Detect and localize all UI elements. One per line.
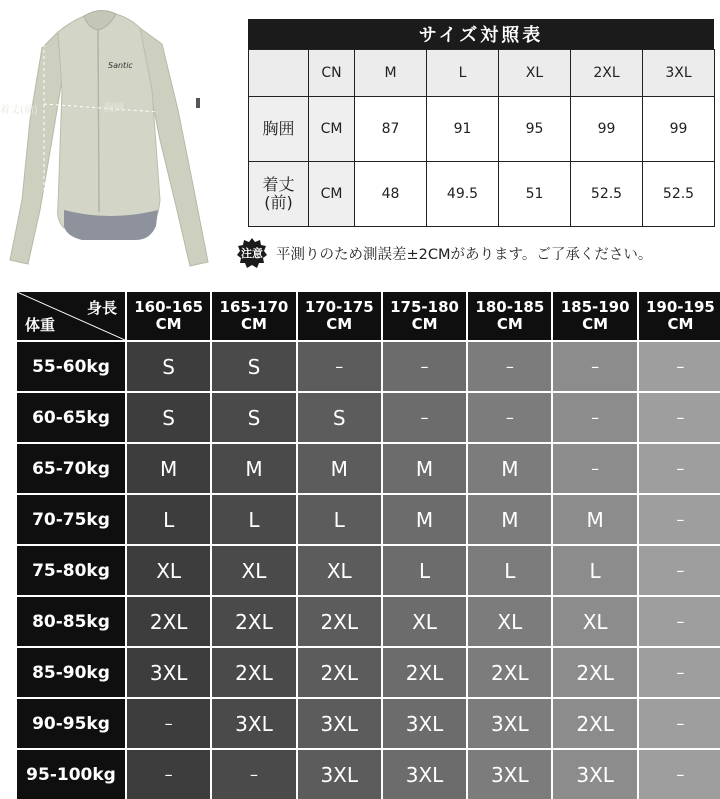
size-cell: L bbox=[553, 546, 636, 595]
size-cell: – bbox=[639, 648, 720, 697]
size-cell: 3XL bbox=[383, 750, 466, 799]
size-cell: M bbox=[468, 495, 551, 544]
size-chart-table bbox=[248, 49, 715, 227]
size-recommendation-grid bbox=[17, 292, 720, 799]
height-unit: CM bbox=[496, 315, 523, 333]
size-chart-header-cell: L bbox=[427, 50, 499, 97]
size-cell: – bbox=[639, 444, 720, 493]
size-cell: M bbox=[127, 444, 210, 493]
size-cell: XL bbox=[468, 597, 551, 646]
size-cell: – bbox=[639, 699, 720, 748]
weight-row-header: 90-95kg bbox=[17, 699, 125, 748]
weight-row-header: 60-65kg bbox=[17, 393, 125, 442]
size-chart-title: サイズ対照表 bbox=[248, 19, 714, 49]
height-column-header bbox=[468, 292, 551, 340]
size-cell: 2XL bbox=[298, 597, 381, 646]
jersey-length-label: 着丈(前) bbox=[0, 105, 38, 116]
size-chart-value: 51 bbox=[499, 162, 571, 227]
size-cell: XL bbox=[212, 546, 295, 595]
size-chart-header-cell: CN bbox=[309, 50, 355, 97]
height-range: 165-170 bbox=[219, 298, 289, 316]
size-cell: L bbox=[212, 495, 295, 544]
size-cell: – bbox=[639, 393, 720, 442]
weight-row-header: 95-100kg bbox=[17, 750, 125, 799]
height-range: 175-180 bbox=[390, 298, 459, 316]
size-cell: – bbox=[298, 342, 381, 391]
height-column-header bbox=[639, 292, 720, 340]
size-cell: 2XL bbox=[298, 648, 381, 697]
height-unit: CM bbox=[411, 315, 438, 333]
height-range: 170-175 bbox=[304, 298, 374, 316]
size-cell: M bbox=[468, 444, 551, 493]
size-cell: – bbox=[639, 546, 720, 595]
size-chart-value: 95 bbox=[499, 97, 571, 162]
height-unit: CM bbox=[326, 315, 353, 333]
weight-row-header: 55-60kg bbox=[17, 342, 125, 391]
height-column-header bbox=[383, 292, 466, 340]
size-cell: 2XL bbox=[383, 648, 466, 697]
size-chart-header-cell: 3XL bbox=[643, 50, 715, 97]
size-cell: 2XL bbox=[212, 597, 295, 646]
size-cell: – bbox=[553, 444, 636, 493]
size-cell: 2XL bbox=[553, 648, 636, 697]
size-cell: – bbox=[639, 597, 720, 646]
size-cell: – bbox=[553, 393, 636, 442]
size-cell: L bbox=[127, 495, 210, 544]
size-cell: – bbox=[639, 495, 720, 544]
size-chart-value: 49.5 bbox=[427, 162, 499, 227]
size-chart-value: 52.5 bbox=[643, 162, 715, 227]
size-chart-header-row bbox=[249, 50, 715, 97]
size-cell: – bbox=[383, 393, 466, 442]
height-range: 180-185 bbox=[475, 298, 545, 316]
size-chart-value: 99 bbox=[643, 97, 715, 162]
height-column-header bbox=[212, 292, 295, 340]
height-column-header bbox=[127, 292, 210, 340]
size-cell: M bbox=[383, 444, 466, 493]
size-cell: XL bbox=[553, 597, 636, 646]
size-chart-row-length bbox=[249, 162, 715, 227]
size-cell: XL bbox=[383, 597, 466, 646]
weight-row-header: 80-85kg bbox=[17, 597, 125, 646]
size-chart-row-chest bbox=[249, 97, 715, 162]
height-unit: CM bbox=[667, 315, 694, 333]
height-range: 190-195 bbox=[646, 298, 715, 316]
height-column-header bbox=[298, 292, 381, 340]
size-chart-row-label-text: 着丈(前) bbox=[262, 175, 295, 212]
size-cell: XL bbox=[298, 546, 381, 595]
size-chart-header-cell: M bbox=[355, 50, 427, 97]
size-chart-header-cell: XL bbox=[499, 50, 571, 97]
size-cell: – bbox=[639, 342, 720, 391]
size-cell: – bbox=[127, 699, 210, 748]
size-cell: 3XL bbox=[468, 699, 551, 748]
size-chart bbox=[248, 19, 714, 227]
height-range: 185-190 bbox=[560, 298, 630, 316]
size-chart-row-unit: CM bbox=[309, 97, 355, 162]
measurement-note bbox=[236, 238, 720, 268]
weight-row-header: 65-70kg bbox=[17, 444, 125, 493]
size-chart-value: 99 bbox=[571, 97, 643, 162]
weight-axis-label: 体重 bbox=[25, 316, 56, 334]
size-cell: M bbox=[383, 495, 466, 544]
size-cell: S bbox=[212, 393, 295, 442]
height-unit: CM bbox=[240, 315, 267, 333]
weight-row-header: 70-75kg bbox=[17, 495, 125, 544]
size-chart-row-label: 胸囲 bbox=[249, 97, 309, 162]
note-text: 平測りのため測誤差±2CMがあります。ご了承ください。 bbox=[276, 246, 653, 263]
size-chart-header-cell: 2XL bbox=[571, 50, 643, 97]
size-cell: M bbox=[553, 495, 636, 544]
jersey-chest-label: 胸囲 bbox=[104, 103, 124, 114]
size-cell: L bbox=[383, 546, 466, 595]
caution-badge bbox=[236, 237, 268, 269]
size-chart-value: 87 bbox=[355, 97, 427, 162]
size-cell: 3XL bbox=[212, 699, 295, 748]
size-chart-value: 52.5 bbox=[571, 162, 643, 227]
size-cell: 2XL bbox=[468, 648, 551, 697]
size-cell: L bbox=[298, 495, 381, 544]
size-cell: M bbox=[298, 444, 381, 493]
size-cell: M bbox=[212, 444, 295, 493]
size-cell: 3XL bbox=[127, 648, 210, 697]
size-chart-value: 48 bbox=[355, 162, 427, 227]
size-cell: – bbox=[468, 393, 551, 442]
height-column-header bbox=[553, 292, 636, 340]
size-cell: S bbox=[127, 342, 210, 391]
size-cell: S bbox=[212, 342, 295, 391]
size-cell: 2XL bbox=[553, 699, 636, 748]
size-cell: – bbox=[639, 750, 720, 799]
caution-badge-text: 注意 bbox=[241, 247, 263, 260]
weight-row-header: 85-90kg bbox=[17, 648, 125, 697]
size-cell: XL bbox=[127, 546, 210, 595]
height-range: 160-165 bbox=[134, 298, 204, 316]
size-cell: 2XL bbox=[212, 648, 295, 697]
size-chart-row-unit: CM bbox=[309, 162, 355, 227]
size-cell: 3XL bbox=[383, 699, 466, 748]
weight-row-header: 75-80kg bbox=[17, 546, 125, 595]
size-cell: S bbox=[127, 393, 210, 442]
size-chart-row-label bbox=[249, 162, 309, 227]
size-cell: S bbox=[298, 393, 381, 442]
size-cell: – bbox=[553, 342, 636, 391]
size-chart-value: 91 bbox=[427, 97, 499, 162]
size-cell: 2XL bbox=[127, 597, 210, 646]
size-cell: 3XL bbox=[553, 750, 636, 799]
size-cell: – bbox=[127, 750, 210, 799]
jersey-brand-label: Santic bbox=[108, 61, 133, 70]
height-unit: CM bbox=[582, 315, 609, 333]
size-cell: 3XL bbox=[298, 750, 381, 799]
height-axis-label: 身長 bbox=[86, 299, 117, 317]
size-chart-header-cell bbox=[249, 50, 309, 97]
size-cell: – bbox=[212, 750, 295, 799]
size-cell: L bbox=[468, 546, 551, 595]
jersey-image bbox=[0, 0, 232, 285]
size-cell: 3XL bbox=[298, 699, 381, 748]
size-cell: – bbox=[383, 342, 466, 391]
size-cell: 3XL bbox=[468, 750, 551, 799]
size-cell: – bbox=[468, 342, 551, 391]
jersey-illustration bbox=[0, 0, 232, 285]
height-unit: CM bbox=[155, 315, 182, 333]
grid-corner-header bbox=[17, 292, 125, 340]
